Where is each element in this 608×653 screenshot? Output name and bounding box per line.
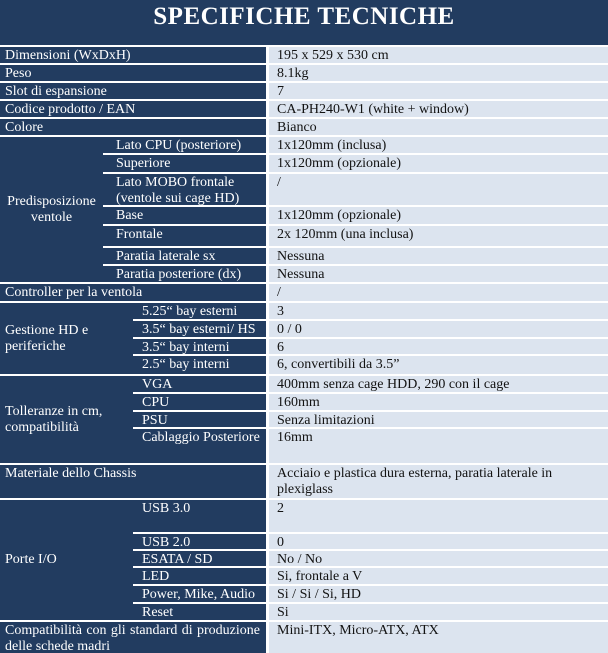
sub-value: Si / Si / Si, HD <box>266 586 608 602</box>
row-label: Colore <box>0 119 266 135</box>
sub-row <box>133 584 608 602</box>
group-label: Tolleranze in cm, compatibilità <box>0 376 133 463</box>
sub-row <box>133 410 608 427</box>
spec-group-row <box>0 301 608 374</box>
sub-value: 0 / 0 <box>266 321 608 337</box>
sub-row <box>103 137 608 153</box>
group-items <box>133 303 608 374</box>
sub-value: Nessuna <box>266 248 608 264</box>
sub-label: USB 3.0 <box>133 500 266 532</box>
spec-group-row <box>0 135 608 282</box>
sub-label: ESATA / SD <box>133 551 266 566</box>
group-items <box>133 500 608 620</box>
sub-value: Nessuna <box>266 266 608 282</box>
spec-row <box>0 282 608 301</box>
spec-group-row <box>0 498 608 620</box>
row-value: 7 <box>266 83 608 99</box>
sub-value: 6 <box>266 339 608 354</box>
sub-value: 2 <box>266 500 608 532</box>
row-label: Slot di espansione <box>0 83 266 99</box>
sub-label: CPU <box>133 394 266 410</box>
spec-table <box>0 45 608 653</box>
spec-row <box>0 81 608 99</box>
sub-value: Si, frontale a V <box>266 568 608 584</box>
spec-row <box>0 63 608 81</box>
sub-row <box>103 172 608 205</box>
sub-label: 3.5“ bay esterni/ HS <box>133 321 266 337</box>
sub-value: 2x 120mm (una inclusa) <box>266 226 608 246</box>
group-label: Gestione HD e periferiche <box>0 303 133 374</box>
row-label: Dimensioni (WxDxH) <box>0 47 266 63</box>
sub-row <box>103 153 608 172</box>
sub-label: 3.5“ bay interni <box>133 339 266 354</box>
sub-row <box>133 427 608 463</box>
sub-row <box>133 354 608 374</box>
sub-value: 1x120mm (opzionale) <box>266 207 608 224</box>
sub-row <box>133 303 608 319</box>
spec-group-row <box>0 374 608 463</box>
row-value: Acciaio e plastica dura esterna, paratia laterale in plexiglass <box>266 465 608 498</box>
sub-row <box>103 205 608 224</box>
sub-value: 0 <box>266 534 608 549</box>
sub-label: VGA <box>133 376 266 392</box>
sub-value: 1x120mm (inclusa) <box>266 137 608 153</box>
sub-label: Frontale <box>103 226 266 246</box>
sub-value: / <box>266 174 608 205</box>
sub-label: LED <box>133 568 266 584</box>
row-value: / <box>266 284 608 301</box>
sub-label: PSU <box>133 412 266 427</box>
row-label: Controller per la ventola <box>0 284 266 301</box>
sub-value: 400mm senza cage HDD, 290 con il cage <box>266 376 608 392</box>
row-value: Mini-ITX, Micro-ATX, ATX <box>266 622 608 653</box>
sub-value: 16mm <box>266 429 608 463</box>
sub-row <box>133 319 608 337</box>
sub-label: Reset <box>133 604 266 620</box>
sub-label: Cablaggio Posteriore <box>133 429 266 463</box>
sub-label: 5.25“ bay esterni <box>133 303 266 319</box>
sub-label: Lato MOBO frontale (ventole sui cage HD) <box>103 174 266 205</box>
spec-row <box>0 45 608 63</box>
spec-row <box>0 117 608 135</box>
sub-row <box>133 532 608 549</box>
row-value: CA-PH240-W1 (white + window) <box>266 101 608 117</box>
sub-row <box>133 500 608 532</box>
sub-row <box>103 246 608 264</box>
sub-row <box>133 392 608 410</box>
sub-value: Senza limitazioni <box>266 412 608 427</box>
group-items <box>133 376 608 463</box>
sub-label: Paratia posteriore (dx) <box>103 266 266 282</box>
sub-row <box>133 376 608 392</box>
sub-value: No / No <box>266 551 608 566</box>
sub-label: Power, Mike, Audio <box>133 586 266 602</box>
sub-value: 160mm <box>266 394 608 410</box>
group-items <box>103 137 608 282</box>
page-title: SPECIFICHE TECNICHE <box>153 3 455 30</box>
sub-row <box>103 224 608 246</box>
row-value: 195 x 529 x 530 cm <box>266 47 608 63</box>
sub-label: Superiore <box>103 155 266 172</box>
sub-row <box>133 566 608 584</box>
row-value: 8.1kg <box>266 65 608 81</box>
spec-row <box>0 99 608 117</box>
group-label: Porte I/O <box>0 500 133 620</box>
row-label: Codice prodotto / EAN <box>0 101 266 117</box>
sub-row <box>103 264 608 282</box>
sub-row <box>133 602 608 620</box>
row-value: Bianco <box>266 119 608 135</box>
group-label: Predisposizione ventole <box>0 137 103 282</box>
sub-label: Lato CPU (posteriore) <box>103 137 266 153</box>
sub-value: Si <box>266 604 608 620</box>
sub-row <box>133 549 608 566</box>
row-label: Compatibilità con gli standard di produzione delle schede madri <box>0 622 266 653</box>
sub-value: 6, convertibili da 3.5” <box>266 356 608 374</box>
spec-row <box>0 620 608 653</box>
sub-label: 2.5“ bay interni <box>133 356 266 374</box>
sub-value: 1x120mm (opzionale) <box>266 155 608 172</box>
row-label: Materiale dello Chassis <box>0 465 266 498</box>
sub-value: 3 <box>266 303 608 319</box>
sub-label: Paratia laterale sx <box>103 248 266 264</box>
row-label: Peso <box>0 65 266 81</box>
spec-row <box>0 463 608 498</box>
sub-label: USB 2.0 <box>133 534 266 549</box>
sub-row <box>133 337 608 354</box>
sub-label: Base <box>103 207 266 224</box>
